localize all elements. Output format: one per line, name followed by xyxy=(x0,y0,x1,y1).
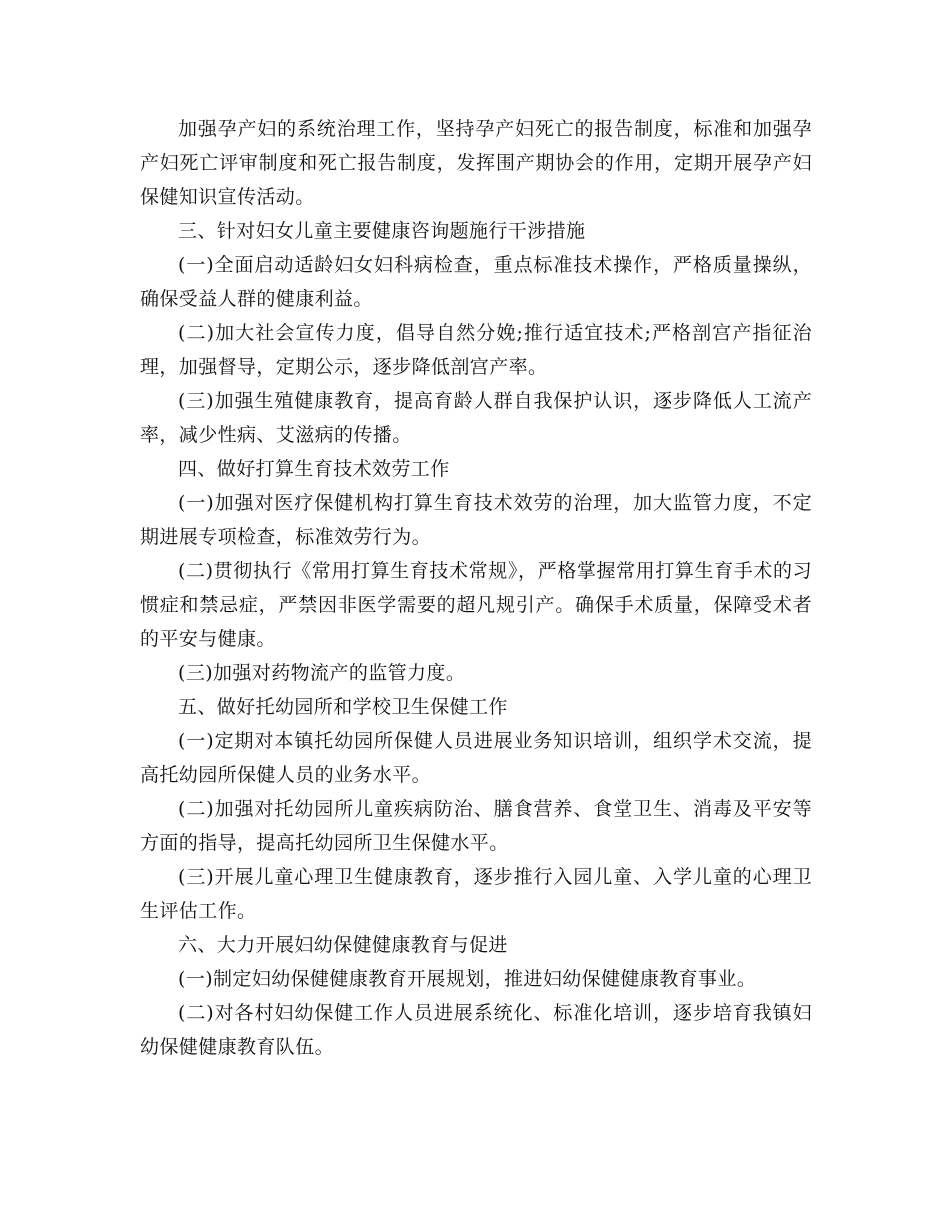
paragraph-4-2: (二)贯彻执行《常用打算生育技术常规》，严格掌握常用打算生育手术的习惯症和禁忌症，严禁因非医学需要的超凡规引产。确保手术质量，保障受术者的平安与健康。 xyxy=(140,560,812,650)
paragraph-5-3: (三)开展儿童心理卫生健康教育，逐步推行入园儿童、入学儿童的心理卫生评估工作。 xyxy=(140,866,812,922)
paragraph-maternal-management: 加强孕产妇的系统治理工作，坚持孕产妇死亡的报告制度，标准和加强孕产妇死亡评审制度和死亡报告制度，发挥围产期协会的作用，定期开展孕产妇保健知识宣传活动。 xyxy=(140,118,812,208)
section-heading-3: 三、针对妇女儿童主要健康咨询题施行干涉措施 xyxy=(178,220,586,242)
paragraph-3-3: (三)加强生殖健康教育，提高育龄人群自我保护认识，逐步降低人工流产率，减少性病、艾滋病的传播。 xyxy=(140,390,812,446)
paragraph-3-1: (一)全面启动适龄妇女妇科病检查，重点标准技术操作，严格质量操纵，确保受益人群的健康利益。 xyxy=(140,254,812,310)
paragraph-6-2: (二)对各村妇幼保健工作人员进展系统化、标准化培训，逐步培育我镇妇幼保健健康教育队伍。 xyxy=(140,1002,812,1058)
document-body xyxy=(140,112,812,1064)
section-heading-5: 五、做好托幼园所和学校卫生保健工作 xyxy=(178,696,508,718)
section-heading-6: 六、大力开展妇幼保健健康教育与促进 xyxy=(178,934,508,956)
paragraph-4-1: (一)加强对医疗保健机构打算生育技术效劳的治理，加大监管力度，不定期进展专项检查，标准效劳行为。 xyxy=(140,492,812,548)
paragraph-4-3: (三)加强对药物流产的监管力度。 xyxy=(178,662,466,684)
paragraph-3-2: (二)加大社会宣传力度，倡导自然分娩;推行适宜技术;严格剖宫产指征治理，加强督导，定期公示，逐步降低剖宫产率。 xyxy=(140,322,812,378)
section-heading-4: 四、做好打算生育技术效劳工作 xyxy=(178,458,450,480)
paragraph-6-1: (一)制定妇幼保健健康教育开展规划，推进妇幼保健健康教育事业。 xyxy=(178,968,757,990)
paragraph-5-1: (一)定期对本镇托幼园所保健人员进展业务知识培训，组织学术交流，提高托幼园所保健人员的业务水平。 xyxy=(140,730,812,786)
paragraph-5-2: (二)加强对托幼园所儿童疾病防治、膳食营养、食堂卫生、消毒及平安等方面的指导，提高托幼园所卫生保健水平。 xyxy=(140,798,812,854)
